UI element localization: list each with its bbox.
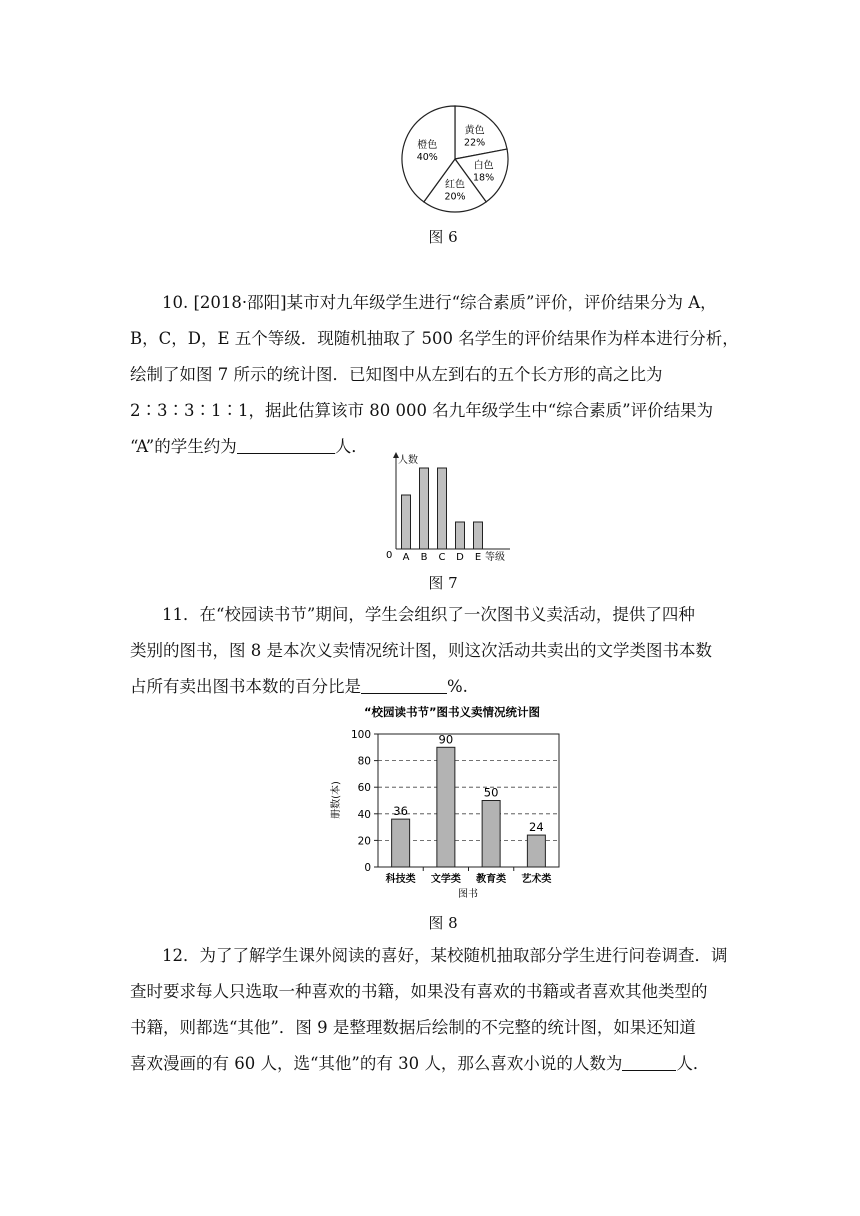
pie-label-3: 白色 xyxy=(473,160,494,172)
pie-value-4: 20% xyxy=(444,191,466,203)
figure7-bar-D xyxy=(456,522,465,549)
q12-line-1: 12．为了了解学生课外阅读的喜好，某校随机抽取部分学生进行问卷调查．调 xyxy=(162,946,728,965)
pie-value-3: 18% xyxy=(473,172,495,184)
figure7-bar-E xyxy=(474,522,483,549)
figure8-xtick-1: 科技类 xyxy=(385,874,416,885)
figure7-bar-A xyxy=(402,495,411,549)
pie-value-1: 40% xyxy=(416,151,438,163)
figure7-xtick-C: C xyxy=(438,552,446,563)
figure7-bar-C xyxy=(438,468,447,549)
q12-text-before-blank: 喜欢漫画的有 60 人，选“其他”的有 30 人，那么喜欢小说的人数为 xyxy=(130,1054,623,1073)
q10-text-before-blank: “A”的学生约为 xyxy=(130,437,237,456)
figure8-bar-1 xyxy=(392,819,410,867)
q10-line-4: 2∶3∶3∶1∶1，据此估算该市 80 000 名九年级学生中“综合素质”评价结果为 xyxy=(130,401,714,420)
figure8-bar-4 xyxy=(527,835,545,867)
figure8-data-label-1: 36 xyxy=(393,804,408,819)
figure8-ytick-60: 60 xyxy=(357,782,371,795)
q12-line-4 xyxy=(130,1046,742,1082)
q10-answer-blank xyxy=(237,437,335,455)
figure8-data-label-2: 90 xyxy=(438,732,454,747)
q12-line-3: 书籍，则都选“其他”．图 9 是整理数据后绘制的不完整的统计图，如果还知道 xyxy=(130,1018,696,1037)
q10-line-3: 绘制了如图 7 所示的统计图．已知图中从左到右的五个长方形的高之比为 xyxy=(130,365,663,384)
q11-text-before-blank: 占所有卖出图书本数的百分比是 xyxy=(130,677,361,696)
figure7-xtick-D: D xyxy=(456,552,464,563)
q11-line-2: 类别的图书，图 8 是本次义卖情况统计图，则这次活动共卖出的文学类图书本数 xyxy=(130,641,712,660)
figure7-ylabel: 人数 xyxy=(398,455,418,466)
figure8-ytick-80: 80 xyxy=(357,755,371,768)
q11-text-after-blank: %. xyxy=(447,677,468,696)
figure8-caption: 图 8 xyxy=(428,914,458,932)
figure7-xtick-E: E xyxy=(474,552,482,563)
q12-line-2: 查时要求每人只选取一种喜欢的书籍，如果没有喜欢的书籍或者喜欢其他类型的 xyxy=(130,982,708,1001)
pie-value-2: 22% xyxy=(464,137,486,149)
question-11 xyxy=(130,597,742,705)
q11-answer-blank xyxy=(361,677,447,695)
figure7-xtick-A: A xyxy=(402,552,410,563)
q12-answer-blank xyxy=(622,1054,676,1072)
figure6-caption: 图 6 xyxy=(428,228,458,246)
figure7-caption: 图 7 xyxy=(428,574,458,592)
figure8-bar-chart xyxy=(325,700,575,902)
figure8-xtick-3: 教育类 xyxy=(476,874,507,885)
pie-label-2: 黄色 xyxy=(464,125,485,137)
figure8-bar-3 xyxy=(482,801,500,868)
figure8-ytick-0: 0 xyxy=(364,862,371,874)
pie-label-1: 橙色 xyxy=(417,139,438,151)
figure8-ytick-100: 100 xyxy=(350,729,371,741)
figure7-xtick-B: B xyxy=(420,552,428,563)
figure8-ytick-40: 40 xyxy=(357,808,371,821)
pie-label-4: 红色 xyxy=(445,179,465,191)
q12-text-after-blank: 人． xyxy=(676,1054,710,1073)
q10-line-2: B，C，D，E 五个等级．现随机抽取了 500 名学生的评价结果作为样本进行分析， xyxy=(130,329,739,348)
figure8-title: “校园读书节”图书义卖情况统计图 xyxy=(363,705,541,719)
figure7-bar-B xyxy=(420,468,429,549)
figure7-origin: 0 xyxy=(386,550,393,561)
figure7-bar-chart xyxy=(378,450,518,570)
figure8-data-label-4: 24 xyxy=(529,820,544,835)
figure8-xtick-4: 艺术类 xyxy=(521,874,552,885)
question-12 xyxy=(130,938,742,1082)
figure6-pie-chart xyxy=(395,103,515,215)
q10-text-after-blank: 人． xyxy=(334,437,368,456)
figure8-xlabel: 图书 xyxy=(458,889,478,900)
figure8-ylabel: 册数(本) xyxy=(331,781,342,819)
figure8-ytick-20: 20 xyxy=(357,835,371,848)
q10-line-1: 10. [2018·邵阳]某市对九年级学生进行“综合素质”评价，评价结果分为 A， xyxy=(162,293,717,312)
figure8-data-label-3: 50 xyxy=(483,785,499,800)
question-10 xyxy=(130,285,742,465)
q11-line-1: 11．在“校园读书节”期间，学生会组织了一次图书义卖活动，提供了四种 xyxy=(162,605,695,624)
figure7-xlabel: 等级 xyxy=(485,552,505,563)
figure8-bar-2 xyxy=(437,747,455,867)
figure8-xtick-2: 文学类 xyxy=(430,874,461,885)
